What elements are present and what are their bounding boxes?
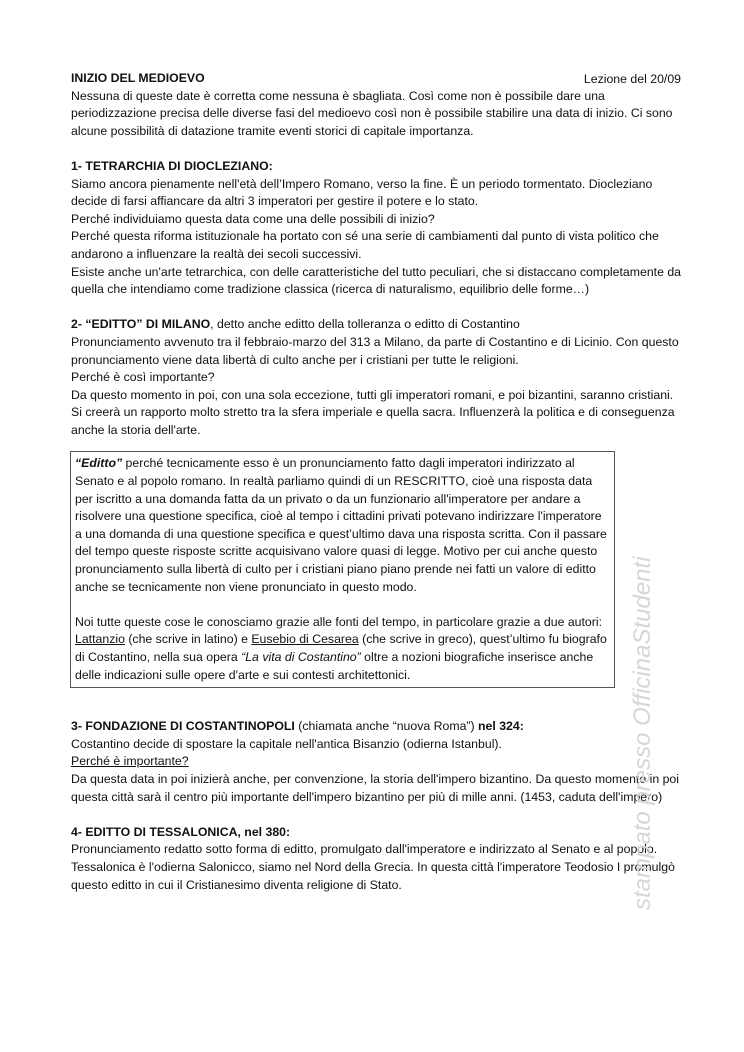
paragraph: Pronunciamento redatto sotto forma di editto, promulgato dall'imperatore e indirizzato al Senato e al popolo. Tessalonica è l'odierna Salonicco, siamo nel Nord della Grecia. In questa città l'imperatore Teodosio I promulgò questo editto in cui il Cristianesimo diventa religione di Stato. [71,842,675,892]
paragraph: Perché questa riforma istituzionale ha portato con sé una serie di cambiamenti dal punto di vista politico che andarono a influenzare la realtà dei secoli successivi. [71,229,659,261]
box-paragraph [75,614,610,684]
section-heading: 1- TETRARCHIA DI DIOCLEZIANO: [71,158,273,173]
paragraph: Esiste anche un'arte tetrarchica, con delle caratteristiche del tutto peculiari, che si distaccano completamente da quella che intendiamo come tradizione classica (ricerca di naturalismo, equilibrio delle forme…) [71,264,682,297]
paragraph: Da questo momento in poi, con una sola eccezione, tutti gli imperatori romani, e poi bizantini, saranno cristiani. Si creerà un rapporto molto stretto tra la sfera imperiale e quella sacra. Influenzerà la politica e di conseguenza anche la storia dell'arte. [71,387,675,437]
section-heading: 4- EDITTO DI TESSALONICA, nel 380: [71,824,291,839]
paragraph: Perché è importante? [71,754,189,769]
section-heading [71,316,681,334]
section-tetrarchia [71,158,681,299]
paragraph: Pronunciamento avvenuto tra il febbraio-marzo del 313 a Milano, da parte di Costantino e di Licinio. Con questo pronunciamento viene data libertà di culto anche per i cristiani per tutte le religioni. [71,334,679,367]
author-eusebio: Eusebio di Cesarea [251,632,359,647]
work-title: “La vita di Costantino” [241,650,361,664]
note-box [70,451,615,688]
paragraph: Perché individuiamo questa data come una delle possibili di inizio? [71,211,435,226]
author-lattanzio: Lattanzio [75,632,125,647]
watermark: stampato presso OfficinaStudenti [629,556,656,910]
box-text: (che scrive in latino) e [124,632,252,647]
box-text: (che scrive in greco), quest’ultimo fu biografo di Costantino, nella sua opera [75,632,607,664]
paragraph: Da questa data in poi inizierà anche, per convenzione, la storia dell'impero bizantino. Da questo momento in poi questa città sarà il centro più importante dell'impero bizantino per più di mille anni. (1453, caduta dell'impero) [71,771,679,804]
section-costantinopoli [71,718,681,806]
heading-bold: 2- “EDITTO” DI MILANO [71,317,211,332]
document-title: INIZIO DEL MEDIOEVO [71,71,205,85]
section-editto-milano [71,316,681,439]
heading-bold: nel 324: [478,719,524,734]
paragraph: Siamo ancora pienamente nell'età dell’Impero Romano, verso la fine. È un periodo tormentato. Diocleziano decide di farsi affiancare da altri 3 imperatori per gestire il potere e lo stato. [71,176,653,209]
paragraph: Perché è così importante? [71,370,215,385]
heading-rest: , detto anche editto della tolleranza o editto di Costantino [210,317,520,332]
paragraph: Costantino decide di spostare la capitale nell'antica Bisanzio (odierna Istanbul). [71,736,502,751]
box-term: “Editto” [75,456,123,471]
section-heading [71,718,681,736]
intro-paragraph: Nessuna di queste date è corretta come nessuna è sbagliata. Così come non è possibile dare una periodizzazione precisa delle diverse fasi del medioevo così non è possibile stabilire una data di inizio. Ci sono alcune possibilità di datazione tramite eventi storici di capitale importanza. [71,88,673,138]
section-tessalonica [71,824,681,894]
box-paragraph [75,455,610,596]
box-text: oltre a nozioni biografiche inserisce anche delle indicazioni sulle opere d'arte e sui contesti architettonici. [75,650,594,682]
box-text: Noi tutte queste cose le conosciamo grazie alle fonti del tempo, in particolare grazie a due autori: [75,614,603,629]
heading-bold: 3- FONDAZIONE DI COSTANTINOPOLI [71,719,295,734]
box-text: perché tecnicamente esso è un pronunciamento fatto dagli imperatori indirizzato al Senato e al popolo romano. In realtà parliamo quindi di un RESCRITTO, cioè una risposta data per iscritto a una domanda fatta da un privato o da un funzionario all'imperatore per andare a risolvere una questione specifica, cioè al tempo i cittadini privati potevano indirizzare l'imperatore a una domanda di una questione specifica e quest’ultimo dava una risposta scritta. Con il passare del tempo queste risposte scritte acquisivano valore quasi di legge. Motivo per cui anche questo pronunciamento sulla libertà di culto per i cristiani piano piano prende nei fatti un valore di editto anche se tecnicamente non viene pronunciato in questo modo. [75,456,607,594]
heading-rest: (chiamata anche “nuova Roma”) [294,719,479,734]
document-body [71,70,681,894]
lesson-date: Lezione del 20/09 [583,72,681,86]
